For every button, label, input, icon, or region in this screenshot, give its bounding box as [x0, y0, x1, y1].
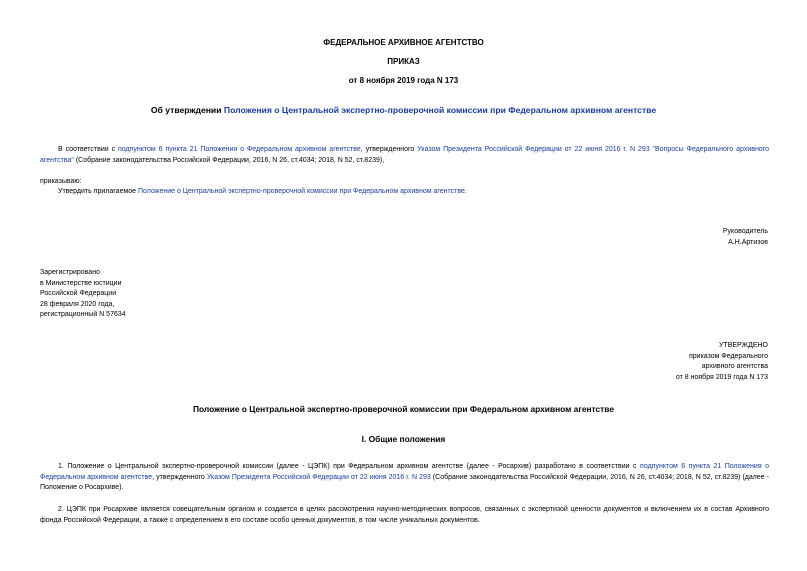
p1-text-1: 1. Положение о Центральной экспертно-проверочной комиссии (далее - ЦЭПК) при Федеральном архивном агентстве (далее - Росархив) разработано в соответствии с [58, 463, 641, 470]
document-type: ПРИКАЗ [387, 57, 420, 66]
title-prefix: Об утверждении [150, 105, 224, 115]
p2-text-1: 2. ЦЭПК при Росархиве является совещательным органом и создается в целях рассмотрения научно-методических вопросов, связанных с экспертизой ценности документов и включением их в состав Архивного фонда Российской Федерации, а также с определением в его составе особо ценных документов, в том числе уникальных документов. [40, 506, 769, 524]
signature-block [723, 227, 768, 248]
regulation-title: Положение о Центральной экспертно-проверочной комиссии при Федеральном архивном агентстве [192, 404, 614, 414]
order-regulation-link[interactable]: Положение о Центральной экспертно-проверочной комиссии при Федеральном архивном агентстве [138, 188, 465, 195]
order-text-2: . [464, 188, 467, 195]
preamble-decree-link[interactable]: Указом Президента Российской Федерации от 22 июня 2016 г. N 293 "Вопросы Федерального архивного агентства" [40, 146, 769, 164]
approved-block [676, 341, 768, 383]
approved-line-3: архивного агентства [701, 363, 768, 370]
agency-name: ФЕДЕРАЛЬНОЕ АРХИВНОЕ АГЕНТСТВО [323, 38, 484, 47]
approved-line-2: приказом Федерального [688, 352, 768, 360]
preamble-regulation-link[interactable]: подпунктом 6 пункта 21 Положения о Федеральном архивном агентстве [117, 146, 361, 153]
order-paragraph [58, 187, 769, 198]
registration-line-2: в Министерстве юстиции [40, 279, 122, 287]
regulation-paragraph-1 [40, 462, 769, 494]
registration-line-4: 28 февраля 2020 года, [40, 300, 115, 308]
section-1-title: I. Общие положения [361, 434, 446, 444]
signature-name: А.Н.Артизов [728, 238, 768, 246]
p1-decree-link[interactable]: Указом Президента Российской Федерации от 22 июня 2016 г. N 293 [206, 473, 431, 481]
approved-line-4: от 8 ноября 2019 года N 173 [675, 373, 768, 381]
signature-position: Руководитель [722, 228, 768, 235]
registration-line-3: Российской Федерации [40, 290, 117, 297]
order-text-1: Утвердить прилагаемое [58, 188, 139, 195]
order-command: приказываю: [40, 178, 82, 185]
regulation-paragraph-2 [40, 505, 769, 526]
preamble-text-1: В соответствии с [58, 146, 118, 153]
preamble-text-3: (Собрание законодательства Российской Федерации, 2016, N 26, ст.4034; 2018, N 52, ст.8239), [73, 156, 385, 164]
document-title [0, 104, 807, 116]
registration-line-5: регистрационный N 57634 [40, 311, 126, 318]
registration-block [40, 268, 126, 321]
p1-text-2: , утвержденного [152, 473, 207, 481]
p1-text-3: (Собрание законодательства Российской Федерации, 2016, N 26, ст.4034; 2018, N 52, ст.8239) (далее - Положение о Росархиве). [40, 473, 770, 491]
preamble-text-2: , утвержденного [360, 146, 418, 153]
approved-line-1: УТВЕРЖДЕНО [718, 342, 768, 349]
registration-line-1: Зарегистрировано [40, 269, 100, 276]
document-date-number: от 8 ноября 2019 года N 173 [348, 76, 459, 85]
preamble-paragraph [40, 145, 769, 166]
title-regulation-link[interactable]: Положения о Центральной экспертно-проверочной комиссии при Федеральном архивном агентстве [223, 105, 657, 115]
p1-regulation-link[interactable]: подпунктом 6 пункта 21 Положения о Федеральном архивном агентстве [40, 463, 770, 481]
